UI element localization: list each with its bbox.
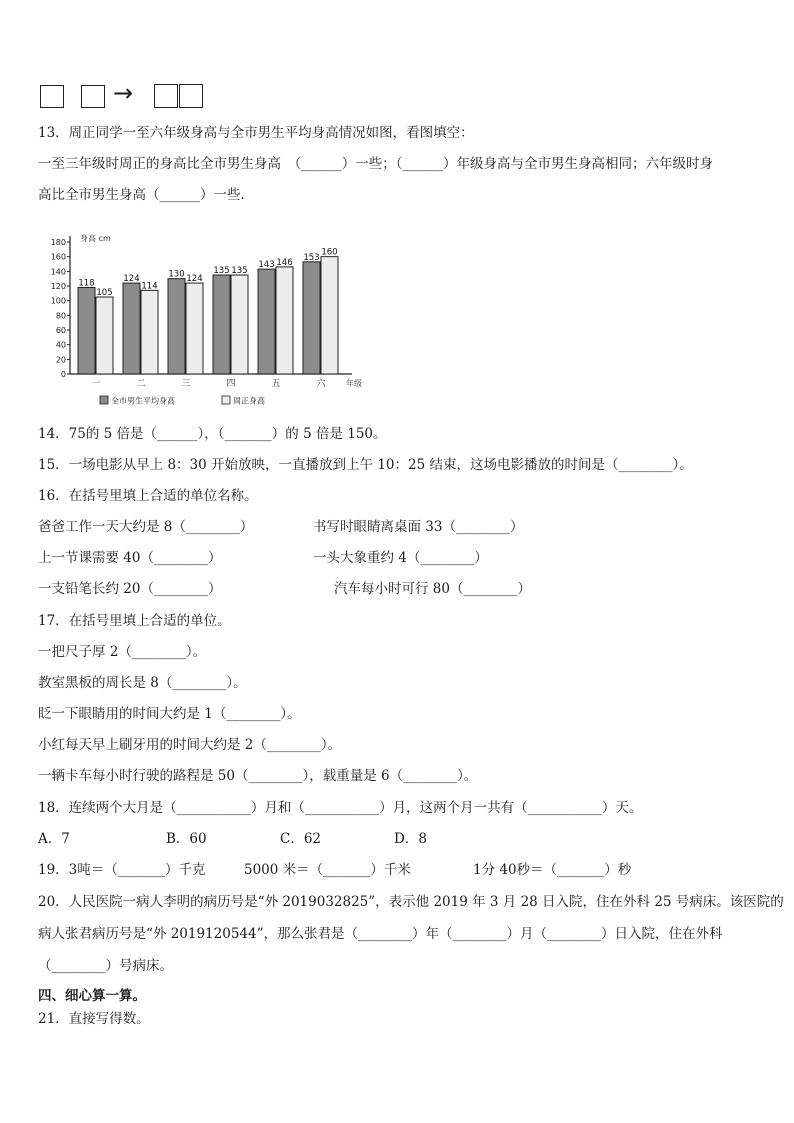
- q18-option-a[interactable]: A．7: [38, 831, 70, 847]
- bar: [186, 283, 203, 374]
- q18-option-c[interactable]: C．62: [280, 831, 322, 847]
- y-tick-label: 80: [55, 311, 66, 321]
- y-tick-label: 20: [55, 355, 66, 365]
- q16-item: 汽车每小时可行 80（________）: [334, 581, 531, 597]
- bar: [276, 267, 293, 374]
- bar: [168, 279, 185, 374]
- x-tick-label: 二: [136, 379, 146, 389]
- q18-stem: 18．连续两个大月是（___________）月和（___________）月，这两个月一共有（___________）天。: [38, 800, 643, 816]
- answer-box-4[interactable]: [179, 84, 203, 108]
- bar-value-label: 153: [303, 252, 320, 263]
- answer-box-3[interactable]: [154, 84, 178, 108]
- q17-item: 一把尺子厚 2（________）。: [38, 644, 207, 660]
- q18-option-b[interactable]: B．60: [166, 831, 207, 847]
- y-tick-label: 100: [50, 296, 66, 306]
- bar: [303, 262, 320, 374]
- bar: [141, 290, 158, 374]
- bar-value-label: 118: [78, 278, 95, 289]
- q16-stem: 16．在括号里填上合适的单位名称。: [38, 488, 258, 504]
- q16-item: 一头大象重约 4（________）: [313, 550, 488, 566]
- x-tick-label: 一: [91, 379, 101, 389]
- legend-swatch: [222, 396, 230, 404]
- answer-box-1[interactable]: [40, 85, 64, 108]
- x-tick-label: 三: [181, 379, 191, 389]
- legend-label: 全市男生平均身高: [111, 396, 175, 406]
- q21-text: 21．直接写得数。: [38, 1011, 150, 1027]
- y-tick-label: 160: [50, 252, 66, 262]
- bar-value-label: 130: [168, 269, 185, 280]
- bar-value-label: 124: [123, 274, 140, 285]
- y-tick-label: 60: [55, 326, 66, 335]
- y-tick-label: 40: [55, 340, 66, 350]
- bar: [123, 283, 140, 374]
- x-tick-label: 六: [316, 379, 326, 389]
- q18-option-d[interactable]: D．8: [394, 831, 427, 847]
- x-tick-label: 四: [226, 379, 236, 389]
- bar: [258, 269, 275, 374]
- bar-value-label: 105: [96, 288, 113, 298]
- q13-stem: 13．周正同学一至六年级身高与全市男生平均身高情况如图，看图填空：: [38, 125, 474, 141]
- q20-line3: （________）号病床。: [38, 958, 173, 974]
- q16-item: 上一节课需要 40（________）: [38, 550, 222, 566]
- bar: [96, 297, 113, 374]
- q17-item: 小红每天早上刷牙用的时间大约是 2（________）。: [38, 737, 342, 753]
- q13-line2: 高比全市男生身高（______）一些．: [38, 187, 254, 203]
- bar-value-label: 135: [213, 266, 230, 276]
- q19-part-1: 19．3吨＝（_______）千克: [38, 862, 206, 878]
- q14-text: 14．75的 5 倍是（______），（_______）的 5 倍是 150。: [38, 426, 387, 442]
- legend-swatch: [100, 396, 108, 404]
- bar-value-label: 114: [141, 281, 158, 292]
- y-tick-label: 120: [50, 282, 66, 291]
- height-bar-chart: [44, 226, 374, 412]
- q19-part-3: 1分 40秒＝（_______）秒: [473, 862, 632, 878]
- y-tick-label: 180: [50, 238, 66, 247]
- bar: [231, 275, 248, 374]
- y-tick-label: 140: [50, 267, 66, 277]
- legend-label: 周正身高: [233, 396, 265, 406]
- q15-text: 15．一场电影从早上 8：30 开始放映，一直播放到上午 10：25 结束，这场电影播放的时间是（________）。: [38, 457, 693, 473]
- y-axis-label: 身高 cm: [80, 234, 111, 243]
- arrow-symbol: →: [113, 79, 134, 107]
- bar: [321, 257, 338, 374]
- q17-item: 教室黑板的周长是 8（________）。: [38, 675, 247, 691]
- q17-item: 一辆卡车每小时行驶的路程是 50（________），载重量是 6（________）。: [38, 768, 478, 784]
- q19-part-2: 5000 米＝（_______）千米: [244, 862, 411, 878]
- x-axis-label: 年级: [346, 379, 362, 388]
- q20-line1: 20．人民医院一病人李明的病历号是“外 2019032825”，表示他 2019 年 3 月 28 日入院，住在外科 25 号病床。该医院的: [38, 894, 784, 910]
- bar-value-label: 135: [231, 266, 248, 276]
- section-heading: 四、细心算一算。: [38, 988, 146, 1004]
- q20-line2: 病人张君病历号是“外 2019120544”，那么张君是（________）年（________）月（________）日入院，住在外科: [38, 926, 723, 942]
- q16-item: 一支铅笔长约 20（________）: [38, 581, 222, 597]
- bar: [78, 287, 95, 374]
- q17-item: 眨一下眼睛用的时间大约是 1（________）。: [38, 706, 301, 722]
- bar: [213, 275, 230, 374]
- q16-item: 爸爸工作一天大约是 8（________）: [38, 519, 254, 535]
- answer-box-2[interactable]: [81, 85, 105, 108]
- q17-stem: 17．在括号里填上合适的单位。: [38, 613, 231, 629]
- q16-item: 书写时眼睛离桌面 33（________）: [313, 519, 524, 535]
- x-tick-label: 五: [271, 379, 281, 389]
- bar-value-label: 160: [321, 247, 338, 258]
- bar-value-label: 143: [258, 260, 275, 271]
- bar-value-label: 124: [186, 274, 203, 285]
- y-tick-label: 0: [60, 370, 66, 379]
- q13-line1: 一至三年级时周正的身高比全市男生身高 （______）一些；（______）年级身高与全市男生身高相同；六年级时身: [38, 156, 713, 172]
- bar-value-label: 146: [276, 257, 293, 268]
